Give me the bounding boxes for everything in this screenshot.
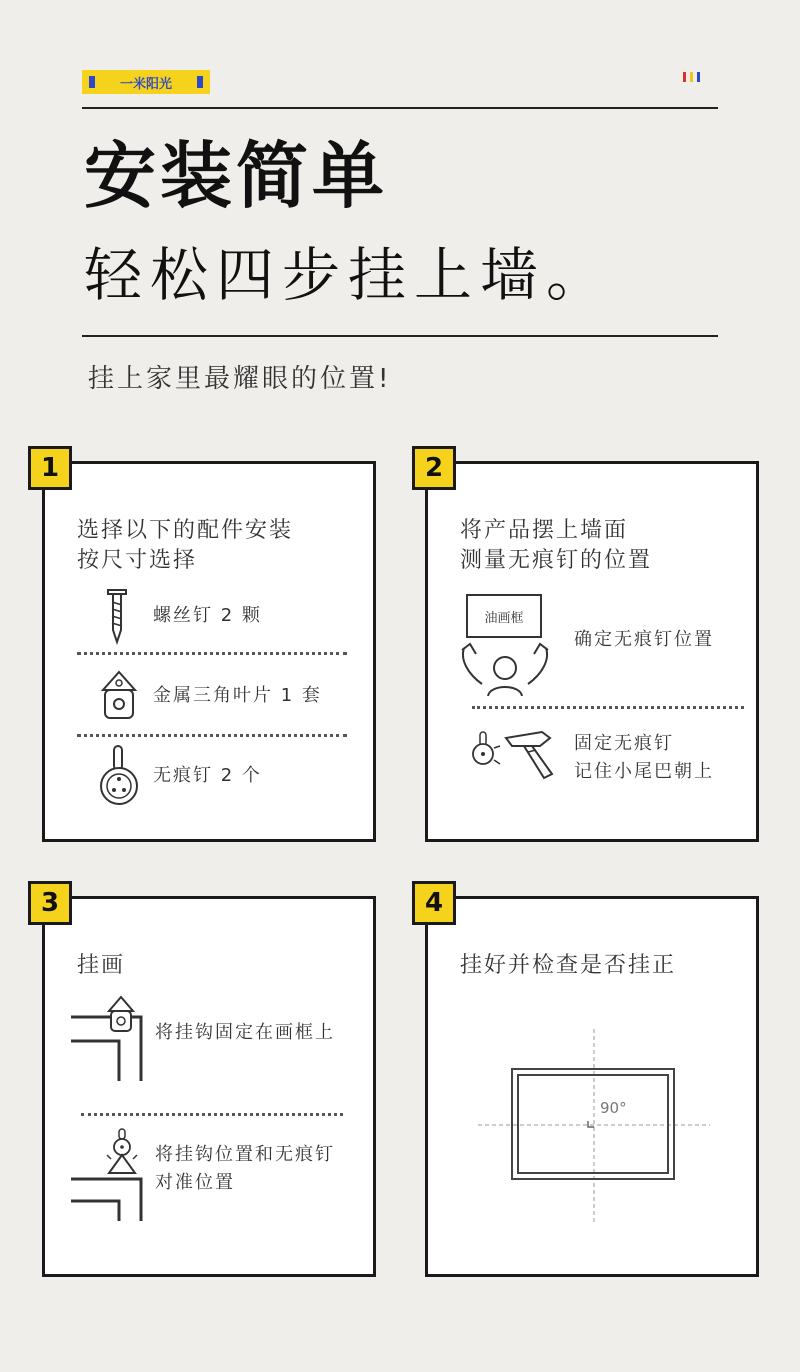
step-2-divider <box>472 706 744 709</box>
step-1-item-2-label: 金属三角叶片 1 套 <box>153 685 322 706</box>
top-rule <box>82 107 718 109</box>
accent-dots <box>683 72 700 82</box>
brand-tag <box>82 70 210 94</box>
accent-dot-red <box>683 72 686 82</box>
step-3-item-2-label <box>155 1141 335 1197</box>
step-1-item-1-label: 螺丝钉 2 颗 <box>153 605 262 626</box>
page-title: 安装简单 <box>84 134 389 218</box>
step-1-card <box>42 461 376 842</box>
accent-dot-yellow <box>690 72 693 82</box>
hook-align-icon <box>69 1129 145 1221</box>
step-1-divider-2 <box>77 734 347 737</box>
step-2-item-1-label: 确定无痕钉位置 <box>574 629 714 650</box>
step-2-heading <box>460 516 652 576</box>
hook-on-frame-icon <box>69 995 145 1083</box>
screw-icon <box>105 590 129 644</box>
brand-tag-left-mark <box>89 76 95 88</box>
hands-holding-frame-icon <box>460 640 550 698</box>
accent-dot-blue <box>697 72 700 82</box>
tagline: 挂上家里最耀眼的位置! <box>88 364 392 394</box>
right-angle-label: 90° <box>600 1099 627 1117</box>
step-1-divider-1 <box>77 652 347 655</box>
step-2-card <box>425 461 759 842</box>
step-1-badge: 1 <box>28 446 72 490</box>
step-3-divider <box>81 1113 343 1116</box>
level-frame-diagram <box>478 1029 710 1229</box>
page-subtitle: 轻松四步挂上墙。 <box>84 241 613 309</box>
step-3-heading: 挂画 <box>77 953 126 978</box>
step-3-item-2-label-line-2: 对准位置 <box>155 1172 235 1193</box>
step-3-item-2-label-line-1: 将挂钩位置和无痕钉 <box>155 1144 335 1165</box>
step-2-heading-line-1: 将产品摆上墙面 <box>460 518 629 543</box>
step-3-card <box>42 896 376 1277</box>
step-4-card <box>425 896 759 1277</box>
brand-tag-right-mark <box>197 76 203 88</box>
step-1-heading-line-1: 选择以下的配件安装 <box>77 518 294 543</box>
triangle-hanger-icon <box>101 670 137 722</box>
middle-rule <box>82 335 718 337</box>
hammer-nail-icon <box>472 728 558 780</box>
step-3-item-1-label: 将挂钩固定在画框上 <box>155 1022 335 1043</box>
step-2-item-2-label-line-1: 固定无痕钉 <box>574 733 674 754</box>
step-3-badge: 3 <box>28 881 72 925</box>
step-2-heading-line-2: 测量无痕钉的位置 <box>460 548 653 573</box>
oil-painting-frame: 油画框 <box>466 594 542 638</box>
brand-name: 一米阳光 <box>119 76 172 92</box>
step-1-heading <box>77 516 293 576</box>
step-2-badge: 2 <box>412 446 456 490</box>
step-1-item-3-label: 无痕钉 2 个 <box>153 765 262 786</box>
step-2-item-2-label-line-2: 记住小尾巴朝上 <box>574 761 714 782</box>
step-1-heading-line-2: 按尺寸选择 <box>77 548 198 573</box>
seamless-nail-icon <box>99 746 139 806</box>
step-2-item-2-label <box>574 730 714 786</box>
step-4-badge: 4 <box>412 881 456 925</box>
step-4-heading: 挂好并检查是否挂正 <box>460 953 677 978</box>
